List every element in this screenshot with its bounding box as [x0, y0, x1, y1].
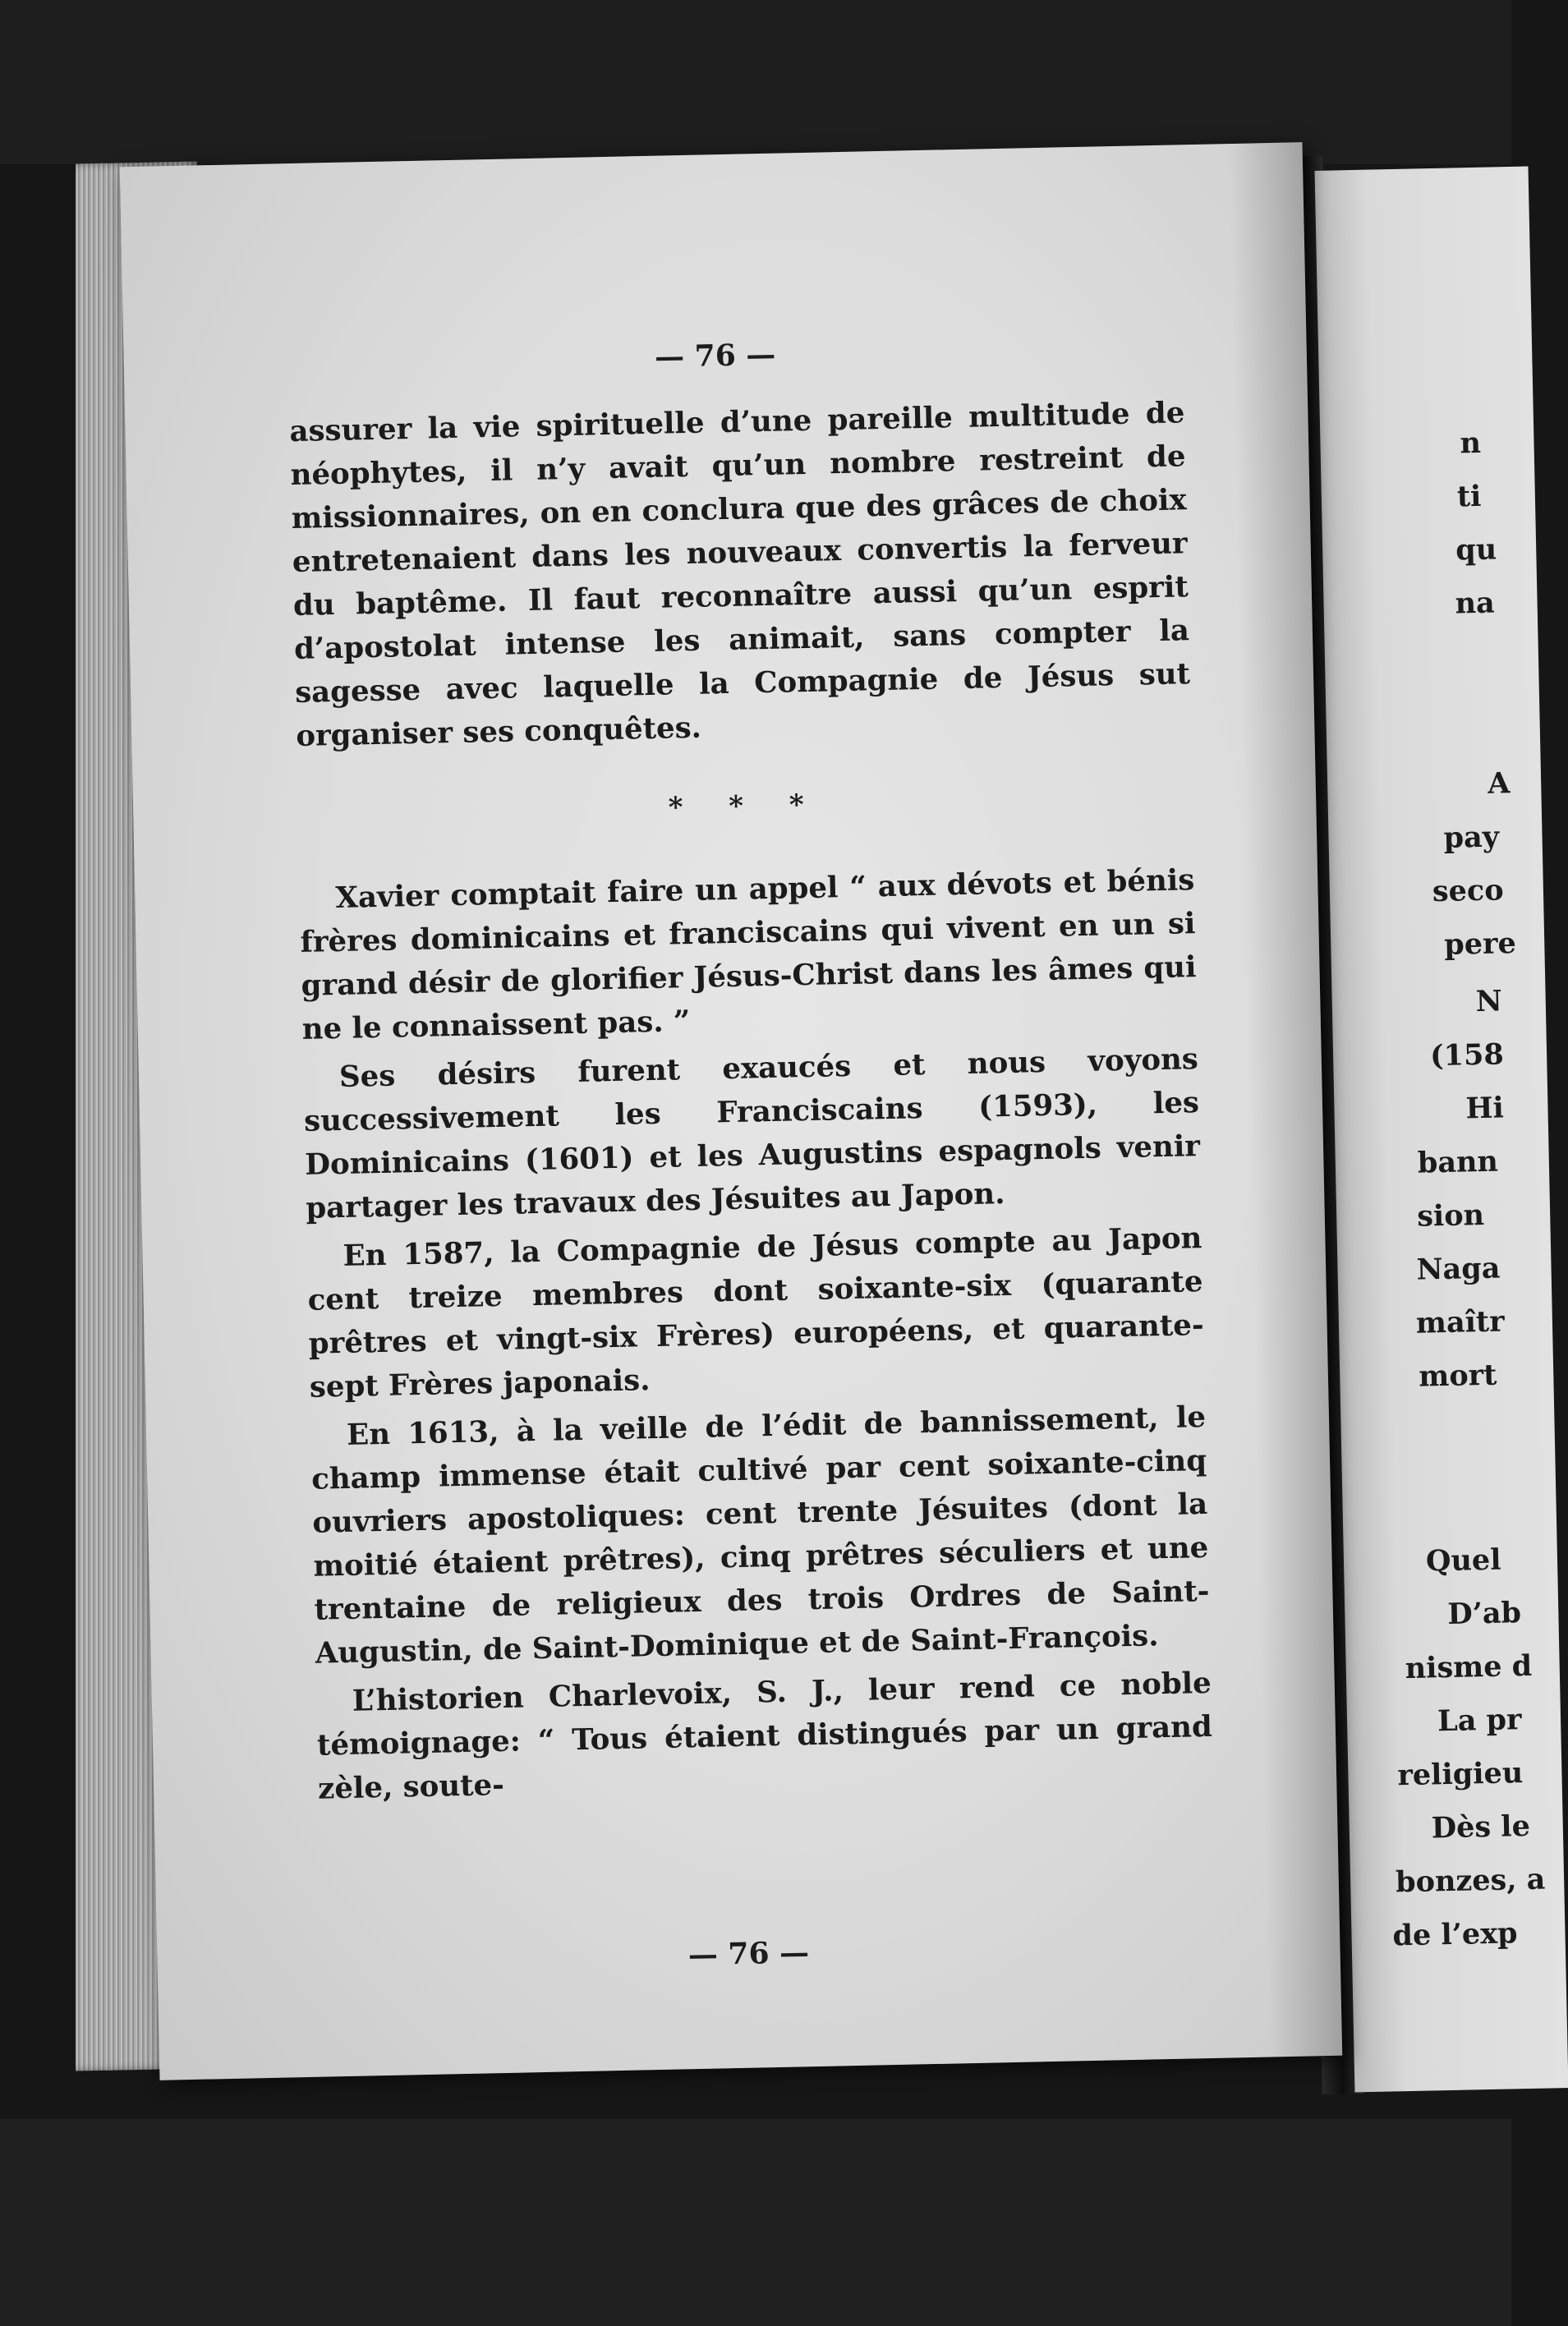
right-fragment: pere: [1443, 926, 1517, 962]
film-border-bottom: [0, 2119, 1511, 2326]
page-number-footer: — 76 —: [687, 1935, 810, 1973]
book-page: [120, 142, 1342, 2080]
paragraph: L’historien Charlevoix, S. J., leur rend ce noble témoignage: “ Tous étaient distingués par un grand zèle, soute-: [316, 1666, 1213, 1806]
paragraph: assurer la vie spirituelle d’une pareille multitude de néophytes, il n’y avait qu’un nombre restreint de missionnaires, on en conclura que des grâces de choix entretenaient dans les nouveaux convertis la ferveur du baptême. Il faut reconnaître aussi qu’un esprit d’apostolat intense les animait, sans compter la sagesse avec laquelle la Compagnie de Jésus sut organiser ses conquêtes.: [289, 396, 1191, 753]
right-fragment: (158: [1429, 1037, 1505, 1073]
right-fragment: maîtr: [1415, 1304, 1505, 1340]
right-fragment: A: [1487, 766, 1511, 801]
right-facing-page: [1315, 167, 1568, 2093]
right-fragment: Dès le: [1431, 1809, 1531, 1846]
right-fragment: nisme d: [1405, 1648, 1533, 1686]
right-fragment: Quel: [1425, 1542, 1501, 1579]
right-fragment: seco: [1432, 873, 1504, 909]
right-fragment: bann: [1417, 1144, 1499, 1180]
right-fragment: Hi: [1465, 1091, 1505, 1126]
page-body: [289, 391, 1214, 1815]
paragraph: En 1587, la Compagnie de Jésus compte au Japon cent treize membres dont soixante-six (quarante prêtres et vingt-six Frères) européens, et quarante-sept Frères japonais.: [307, 1221, 1205, 1404]
page-number-header: — 76 —: [654, 337, 776, 375]
right-fragment: sion: [1416, 1197, 1485, 1234]
right-fragment: na: [1455, 586, 1496, 621]
right-fragment: N: [1475, 984, 1503, 1019]
right-fragment: mort: [1418, 1358, 1497, 1394]
paragraph: Xavier comptait faire un appel “ aux dévots et bénis frères dominicains et franciscains qui vivent en un si grand désir de glorifier Jésus-Christ dans les âmes qui ne le connaissent pas. ”: [300, 863, 1197, 1046]
right-fragment: Naga: [1416, 1251, 1501, 1287]
section-break: * * *: [668, 788, 823, 825]
right-fragment: qu: [1455, 532, 1497, 568]
right-fragment: de l’exp: [1392, 1916, 1518, 1953]
right-fragment: bonzes, a: [1395, 1862, 1546, 1900]
right-page-text: [1315, 167, 1568, 2093]
right-fragment: n: [1460, 425, 1482, 461]
paragraph: Ses désirs furent exaucés et nous voyons successivement les Franciscains (1593), les Dominicains (1601) et les Augustins espagnols venir partager les travaux des Jésuites au Japon.: [303, 1042, 1201, 1225]
right-fragment: religieu: [1397, 1756, 1524, 1793]
right-fragment: D’ab: [1446, 1596, 1522, 1631]
right-fragment: La pr: [1437, 1703, 1522, 1739]
paragraph: En 1613, à la veille de l’édit de bannissement, le champ immense était cultivé par cent soixante-cinq ouvriers apostoliques: cent trente Jésuites (dont la moitié étaient prêtres), cinq prêtres séculiers et une trentaine de religieux des trois Ordres de Saint-Augustin, de Saint-Dominique et de Saint-François.: [310, 1400, 1210, 1671]
right-fragment: pay: [1443, 820, 1500, 855]
right-fragment: ti: [1456, 479, 1482, 514]
film-border-top: [0, 0, 1511, 164]
